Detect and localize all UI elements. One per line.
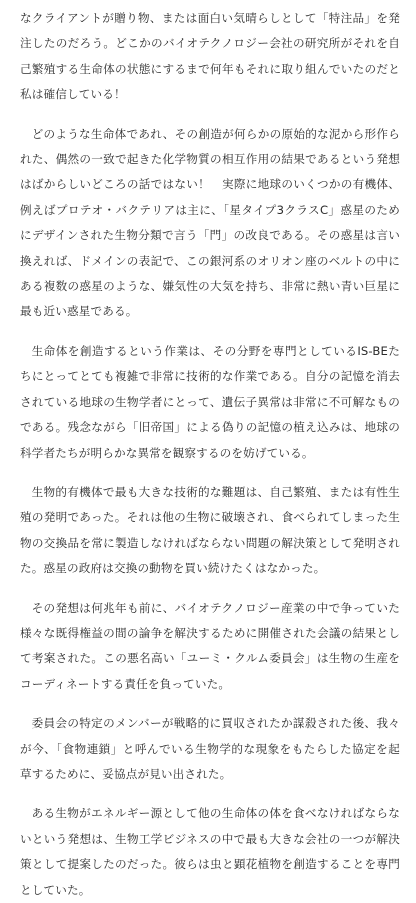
paragraph: その発想は何兆年も前に、バイオテクノロジー産業の中で争っていた様々な既得権益の間の論争を解決するために開催された会議の結果として考案された。この悪名高い「ユーミ・クルム委員会」は生物の生産をコーディネートする責任を負っていた。 <box>20 600 400 691</box>
paragraph: 委員会の特定のメンバーが戦略的に買収されたか謀殺された後、我々が今、「食物連鎖」と呼んでいる生物学的な現象をもたらした協定を起草するために、妥協点が見い出された。 <box>20 716 400 781</box>
paragraph: どのような生命体であれ、その創造が何らかの原始的な泥から形作られた、偶然の一致で起きた化学物質の相互作用の結果であるという発想はばからしいどころの話ではない！ 実際に地球のいくつかの有機体、例えばプロテオ・バクテリアは主に、「星タイプ3クラスC」惑星のためにデザインされた生物分類で言う「門」の改良である。その惑星は言い換えれば、ドメインの表記で、この銀河系のオリオン座のベルトの中にある複数の惑星のような、嫌気性の大気を持ち、非常に熱い青い巨星に最も近い惑星である。 <box>20 126 400 319</box>
paragraph: ある生物がエネルギー源として他の生命体の体を食べなければならないという発想は、生物工学ビジネスの中で最も大きな会社の一つが解決策として提案したのだった。彼らは虫と顕花植物を創造することを専門としていた。 <box>20 806 400 897</box>
paragraph: 生命体を創造するという作業は、その分野を専門としているIS-BEたちにとってとても複雑で非常に技術的な作業である。自分の記憶を消去されている地球の生物学者にとって、遺伝子異常は非常に不可解なものである。残念ながら「旧帝国」による偽りの記憶の植え込みは、地球の科学者たちが明らかな異常を観察するのを妨げている。 <box>20 343 400 460</box>
paragraph: なクライアントが贈り物、または面白い気晴らしとして「特注品」を発注したのだろう。どこかのバイオテクノロジー会社の研究所がそれを自己繁殖する生命体の状態にするまで何年もそれに取り組んでいたのだと私は確信している！ <box>20 11 400 102</box>
paragraph: 生物的有機体で最も大きな技術的な難題は、自己繁殖、または有性生殖の発明であった。それは他の生物に破壊され、食べられてしまった生物の交換品を常に製造しなければならない問題の解決策として発明された。惑星の政府は交換の動物を買い続けたくはなかった。 <box>20 484 400 576</box>
